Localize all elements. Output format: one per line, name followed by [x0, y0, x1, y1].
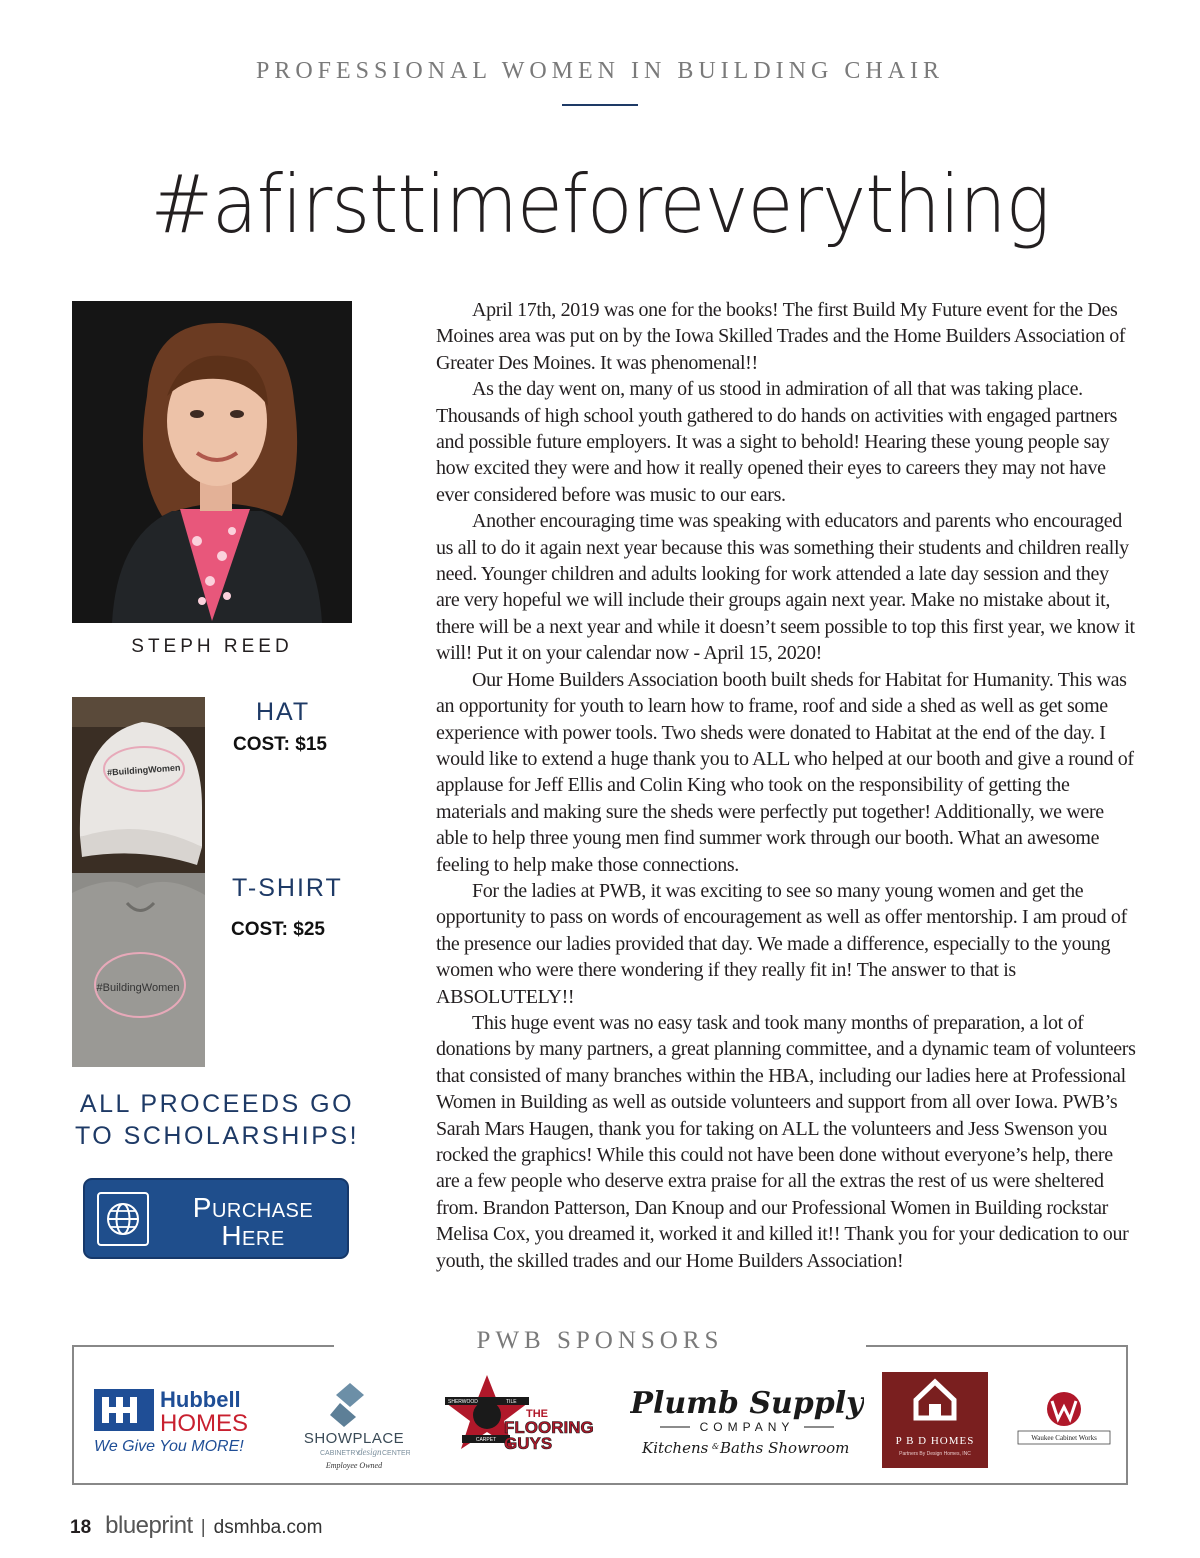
proceeds-note: [72, 1088, 362, 1152]
hat-title: HAT: [256, 698, 311, 726]
portrait-illustration: [72, 301, 352, 623]
proceeds-line-2: TO SCHOLARSHIPS!: [74, 1122, 360, 1150]
hat-cost: COST: $15: [233, 734, 327, 755]
hat-print: #BuildingWomen: [106, 762, 181, 778]
showplace-note: Employee Owned: [325, 1461, 383, 1470]
purchase-button-label: [165, 1194, 341, 1250]
sponsors-title: PWB SPONSORS: [476, 1327, 724, 1354]
plumb-supply-logo[interactable]: [630, 1383, 864, 1461]
hat-image: [72, 697, 205, 873]
page-footer: [70, 1512, 322, 1540]
article-body: [436, 297, 1136, 1274]
showplace-sub-c: CENTER: [382, 1450, 410, 1457]
flooring-line-1: THE: [526, 1408, 548, 1420]
page-number: 18: [70, 1517, 92, 1538]
waukee-cabinet-works-logo[interactable]: [1014, 1389, 1114, 1449]
pbd-name: P B D HOMES: [895, 1435, 975, 1447]
tshirt-title: T-SHIRT: [232, 874, 343, 902]
purchase-label-line-1: Purchase: [192, 1192, 314, 1223]
globe-icon: [97, 1192, 149, 1246]
flooring-top-left: SHERWOOD: [448, 1399, 478, 1405]
article-paragraph: Our Home Builders Association booth built sheds for Habitat for Humanity. This was an opportunity for youth to learn how to frame, roof and side a shed as well as get some experience with power tools. Two sheds were donated to Habitat at the end of the day. I would like to extend a huge thank you to ALL who helped at our booth and give a round of applause for Jeff Ellis and Colin King who took on the responsibility of getting the materials and making sure the sheds were perfectly put together! Additionally, we were able to help three young men find summer work through our booth. What an awesome feeling to help make those connections.: [436, 668, 1134, 876]
purchase-label-line-2: Here: [221, 1220, 285, 1251]
divider: [562, 104, 638, 106]
footer-separator: |: [200, 1517, 206, 1538]
hubbell-homes-logo[interactable]: [92, 1385, 262, 1455]
waukee-name: Waukee Cabinet Works: [1031, 1434, 1097, 1442]
plumb-company: COMPANY: [699, 1420, 795, 1434]
pbd-sub: Partners By Design Homes, INC: [899, 1451, 971, 1457]
hubbell-homes-text: HOMES: [160, 1410, 249, 1437]
showplace-sub-a: CABINETRY: [320, 1450, 360, 1457]
purchase-button[interactable]: [83, 1178, 349, 1259]
article-paragraph: This huge event was no easy task and took many months of preparation, a lot of donations by many partners, a great planning committee, and a dynamic team of volunteers that consisted of many branches within the HBA, including our ladies here at Professional Women in Building as well as outside volunteers and support from all over Iowa. PWB’s Sarah Mars Haugen, thank you for taking on ALL the volunteers and Jess Swenson you rocked the graphics! While this could not have been done without everyone’s help, there are a few people who deserve extra praise for all the extras the rest of us were sheltered from. Brandon Patterson, Dan Knoup and our Professional Women in Building rockstar Melisa Cox, you dreamed it, worked it and killed it!! Thank you for your dedication to our youth, the skilled trades and our Home Builders Association!: [436, 1011, 1136, 1272]
website-link[interactable]: dsmhba.com: [213, 1517, 323, 1538]
tshirt-print: #BuildingWomen: [96, 982, 180, 994]
headline: #afirsttimeforeverything: [150, 158, 1050, 251]
article-paragraph: As the day went on, many of us stood in admiration of all that was taking place. Thousands of high school youth gathered to do hands on activities with engaged partners and possible future employers. It was a sight to behold! Hearing these young people say how excited they were and how it really opened their eyes to careers they may not have ever considered before was music to our ears.: [436, 378, 1118, 506]
article-paragraph: Another encouraging time was speaking with educators and parents who encouraged us all to do it again next year because this was something their students and children really need. Younger children and adults looking for work attended a late day session and they are very hopeful we will include their groups again next year. Make no mistake about it, there will be a next year and while it doesn’t seem possible to top this first year, we know it will! Put it on your calendar now - April 15, 2020!: [436, 510, 1135, 665]
plumb-name: Plumb Supply: [630, 1386, 864, 1421]
showplace-logo[interactable]: [300, 1381, 410, 1471]
article-paragraph: For the ladies at PWB, it was exciting to see so many young women and get the opportunity to pass on words of encouragement as well as offer mentorship. I am proud of the presence our ladies provided that day. We made a difference, especially to the young women who were there wondering if they really fit in! The answer to that is ABSOLUTELY!!: [436, 879, 1127, 1008]
proceeds-line-1: ALL PROCEEDS GO: [79, 1090, 355, 1118]
section-label: PROFESSIONAL WOMEN IN BUILDING CHAIR: [255, 58, 944, 84]
plumb-tagline-a: Kitchens: [642, 1439, 709, 1457]
article-paragraph: April 17th, 2019 was one for the books! The first Build My Future event for the Des Moines area was put on by the Iowa Skilled Trades and the Home Builders Association of Greater Des Moines. It was phenomenal!!: [436, 299, 1126, 374]
photo-caption: STEPH REED: [131, 636, 293, 657]
flooring-line-3: GUYS: [504, 1434, 553, 1453]
hubbell-tagline: We Give You MORE!: [94, 1438, 244, 1455]
plumb-tagline-amp: &: [712, 1442, 720, 1451]
tshirt-cost: COST: $25: [231, 919, 325, 940]
flooring-bottom: CARPET: [475, 1437, 497, 1443]
flooring-line-2: FLOORING: [504, 1418, 594, 1437]
showplace-sub-b: design: [358, 1447, 382, 1457]
magazine-brand: blueprint: [105, 1512, 193, 1539]
sponsor-box: [72, 1345, 1128, 1485]
tshirt-image: [72, 873, 205, 1067]
plumb-tagline-b: Baths Showroom: [720, 1439, 850, 1457]
flooring-top-right: TILE: [506, 1399, 517, 1405]
portrait-photo: [72, 301, 352, 623]
hubbell-name: Hubbell: [160, 1387, 241, 1412]
showplace-name: SHOWPLACE: [303, 1430, 405, 1447]
flooring-guys-logo[interactable]: [442, 1371, 608, 1461]
pbd-homes-logo[interactable]: [882, 1372, 988, 1468]
